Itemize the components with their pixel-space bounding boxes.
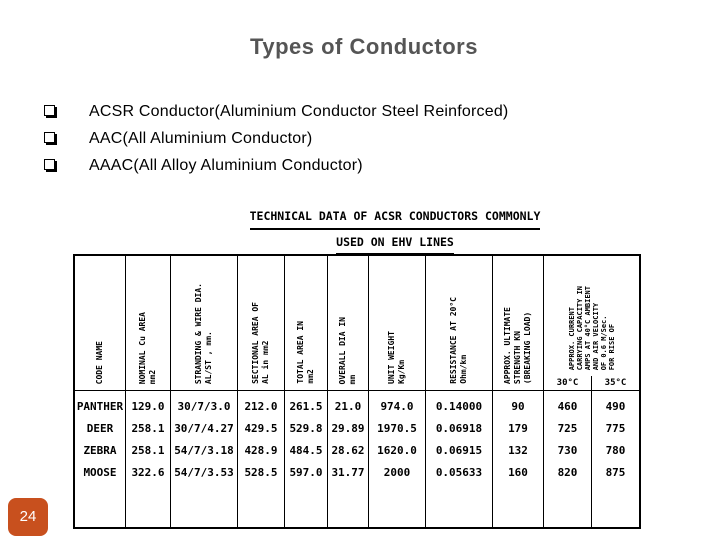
table-cell: 54/7/3.53 [171,461,238,483]
table-cell: 258.1 [126,417,171,439]
table-cell: 725 [544,417,592,439]
checkbox-bullet-icon [44,132,55,143]
table-row [74,439,640,461]
table-heading-line1: TECHNICAL DATA OF ACSR CONDUCTORS COMMONLY [250,206,541,230]
conductor-code-name: MOOSE [74,461,126,483]
bullet-text: AAAC(All Alloy Aluminium Conductor) [89,156,363,174]
bullet-item [44,125,508,152]
bullet-text: ACSR Conductor(Aluminium Conductor Steel Reinforced) [89,102,509,120]
table-cell: 261.5 [285,395,328,417]
bullet-item [44,98,508,125]
table-cell: 132 [493,439,544,461]
column-header: TOTAL AREA IN mm2 [285,255,328,391]
table-cell: 90 [493,395,544,417]
bullet-text: AAC(All Aluminium Conductor) [89,129,313,147]
table-cell: 160 [493,461,544,483]
table-cell: 322.6 [126,461,171,483]
acsr-data-table [73,254,641,529]
column-subheader: 35°C [592,376,641,391]
table-row-empty [74,483,640,528]
table-cell: 730 [544,439,592,461]
table-cell: 179 [493,417,544,439]
table-cell: 29.89 [328,417,369,439]
table-cell: 2000 [369,461,426,483]
column-header: NOMINAL Cu AREA mm2 [126,255,171,391]
table-cell: 460 [544,395,592,417]
table-cell: 30/7/4.27 [171,417,238,439]
column-header: APPROX. ULTIMATE STRENGTH KN (BREAKING LOAD) [493,255,544,391]
table-cell: 820 [544,461,592,483]
table-cell: 490 [592,395,641,417]
column-subheader: 30°C [544,376,592,391]
table-cell: 428.9 [238,439,285,461]
table-cell: 974.0 [369,395,426,417]
column-header: UNIT WEIGHT Kg/Km [369,255,426,391]
table-cell: 528.5 [238,461,285,483]
table-cell: 28.62 [328,439,369,461]
table-row [74,395,640,417]
table-cell: 54/7/3.18 [171,439,238,461]
table-cell: 31.77 [328,461,369,483]
conductor-code-name: DEER [74,417,126,439]
table-cell: 484.5 [285,439,328,461]
conductor-code-name: PANTHER [74,395,126,417]
table-cell: 0.14000 [426,395,493,417]
table-cell: 1970.5 [369,417,426,439]
table-cell: 597.0 [285,461,328,483]
column-header: SECTIONAL AREA OF AL in mm2 [238,255,285,391]
table-cell: 775 [592,417,641,439]
table-cell: 21.0 [328,395,369,417]
table-cell: 30/7/3.0 [171,395,238,417]
table-cell: 780 [592,439,641,461]
bullet-list [44,98,508,179]
table-heading-line2: USED ON EHV LINES [336,232,454,255]
table-cell: 875 [592,461,641,483]
bullet-item [44,152,508,179]
table-row [74,461,640,483]
page-number-badge: 24 [8,498,48,536]
checkbox-bullet-icon [44,159,55,170]
column-header: APPROX. CURRENT CARRYING CAPACITY IN AMPS AT 40°C AMBIENT AND AIR VELOCITY OF 0.6 M/Sec. FOR RISE OF [544,255,641,376]
column-header: STRANDING & WIRE DIA. AL/ST , mm. [171,255,238,391]
column-header: RESISTANCE AT 20°C Ohm/km [426,255,493,391]
table-header-row [74,255,640,376]
checkbox-bullet-icon [44,105,55,116]
table-heading [215,206,575,255]
conductor-code-name: ZEBRA [74,439,126,461]
table-cell: 0.06915 [426,439,493,461]
table-cell: 1620.0 [369,439,426,461]
slide-title: Types of Conductors [250,34,478,59]
table-cell: 529.8 [285,417,328,439]
table-cell: 0.05633 [426,461,493,483]
column-header: CODE NAME [74,255,126,391]
table-cell: 212.0 [238,395,285,417]
table-cell: 0.06918 [426,417,493,439]
table-cell: 258.1 [126,439,171,461]
table-cell: 429.5 [238,417,285,439]
column-header: OVERALL DIA IN mm [328,255,369,391]
table-cell: 129.0 [126,395,171,417]
table-row [74,417,640,439]
